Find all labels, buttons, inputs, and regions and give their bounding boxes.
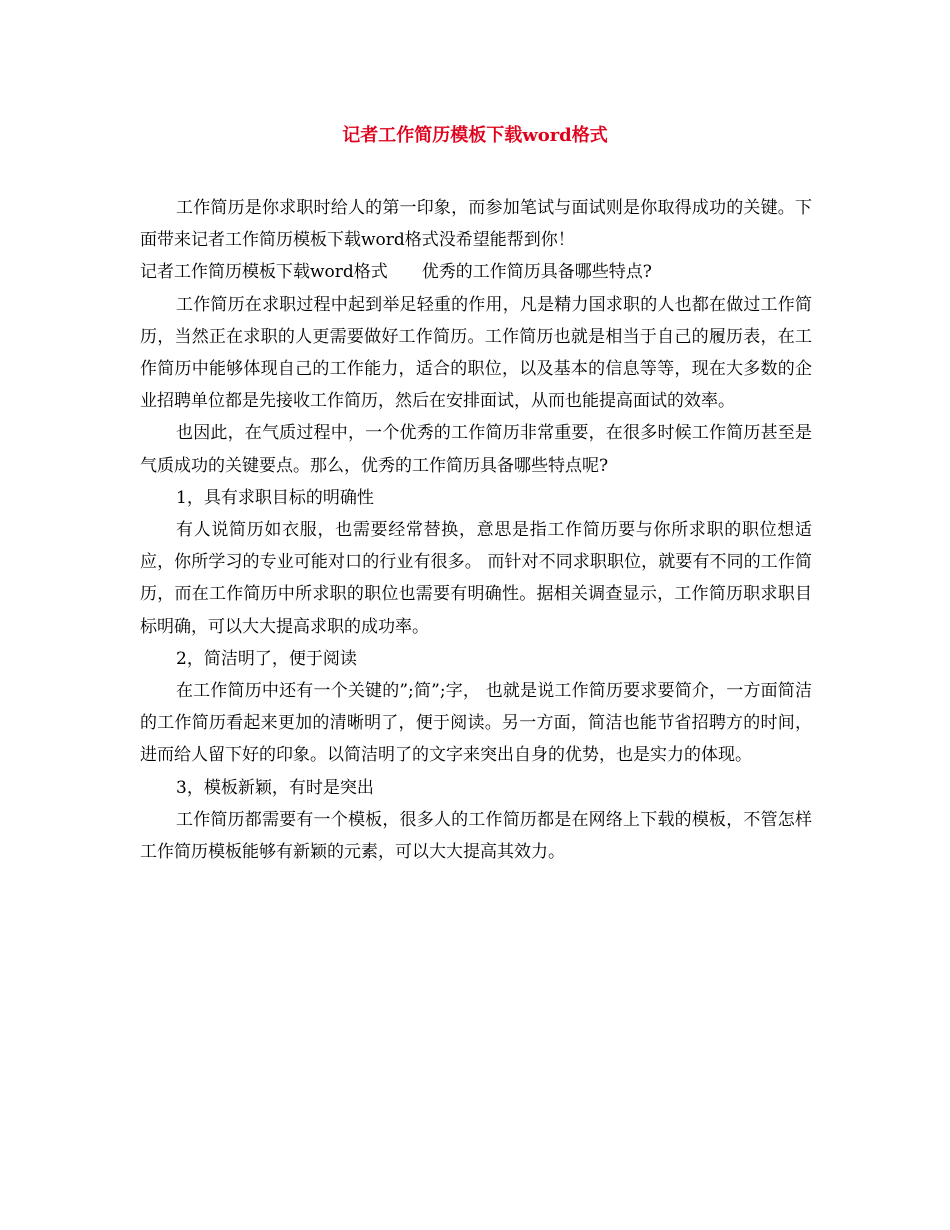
- section-heading: 1，具有求职目标的明确性: [176, 487, 374, 508]
- body-paragraph: 工作简历都需要有一个模板，很多人的工作简历都是在网络上下载的模板，不管怎样工作简历模板能够有新颖的元素，可以大大提高其效力。: [140, 809, 812, 863]
- section-heading: 2，简洁明了，便于阅读: [176, 648, 357, 669]
- body-paragraph: 在工作简历中还有一个关键的”;简”;字， 也就是说工作简历要求要简介，一方面简洁的工作简历看起来更加的清晰明了，便于阅读。另一方面，简洁也能节省招聘方的时间，进而给人留下好的印象。以简洁明了的文字来突出自身的优势，也是实力的体现。: [140, 681, 812, 766]
- document-body: [140, 192, 812, 868]
- subheading-right: 优秀的工作简历具备哪些特点?: [421, 262, 652, 283]
- body-paragraph: 有人说简历如衣服，也需要经常替换，意思是指工作简历要与你所求职的职位想适应，你所学习的专业可能对口的行业有很多。 而针对不同求职职位，就要有不同的工作简历，而在工作简历中所求职的职位也需要有明确性。据相关调查显示，工作简历职求职目标明确，可以大大提高求职的成功率。: [140, 520, 812, 637]
- document-title: 记者工作简历模板下载word格式: [342, 125, 608, 146]
- subheading-line: [140, 256, 812, 288]
- section-heading: 3，模板新颖，有时是突出: [176, 777, 374, 798]
- body-paragraph: 工作简历在求职过程中起到举足轻重的作用，凡是精力国求职的人也都在做过工作简历，当然正在求职的人更需要做好工作简历。工作简历也就是相当于自己的履历表，在工作简历中能够体现自己的工作能力，适合的职位，以及基本的信息等等，现在大多数的企业招聘单位都是先接收工作简历，然后在安排面试，从而也能提高面试的效率。: [140, 294, 812, 412]
- body-paragraph: 也因此，在气质过程中，一个优秀的工作简历非常重要，在很多时候工作简历甚至是气质成功的关键要点。那么，优秀的工作简历具备哪些特点呢?: [140, 423, 812, 476]
- intro-paragraph: 工作简历是你求职时给人的第一印象，而参加笔试与面试则是你取得成功的关键。下面带来记者工作简历模板下载word格式没希望能帮到你！: [140, 198, 812, 251]
- subheading-left: 记者工作简历模板下载word格式: [140, 262, 388, 283]
